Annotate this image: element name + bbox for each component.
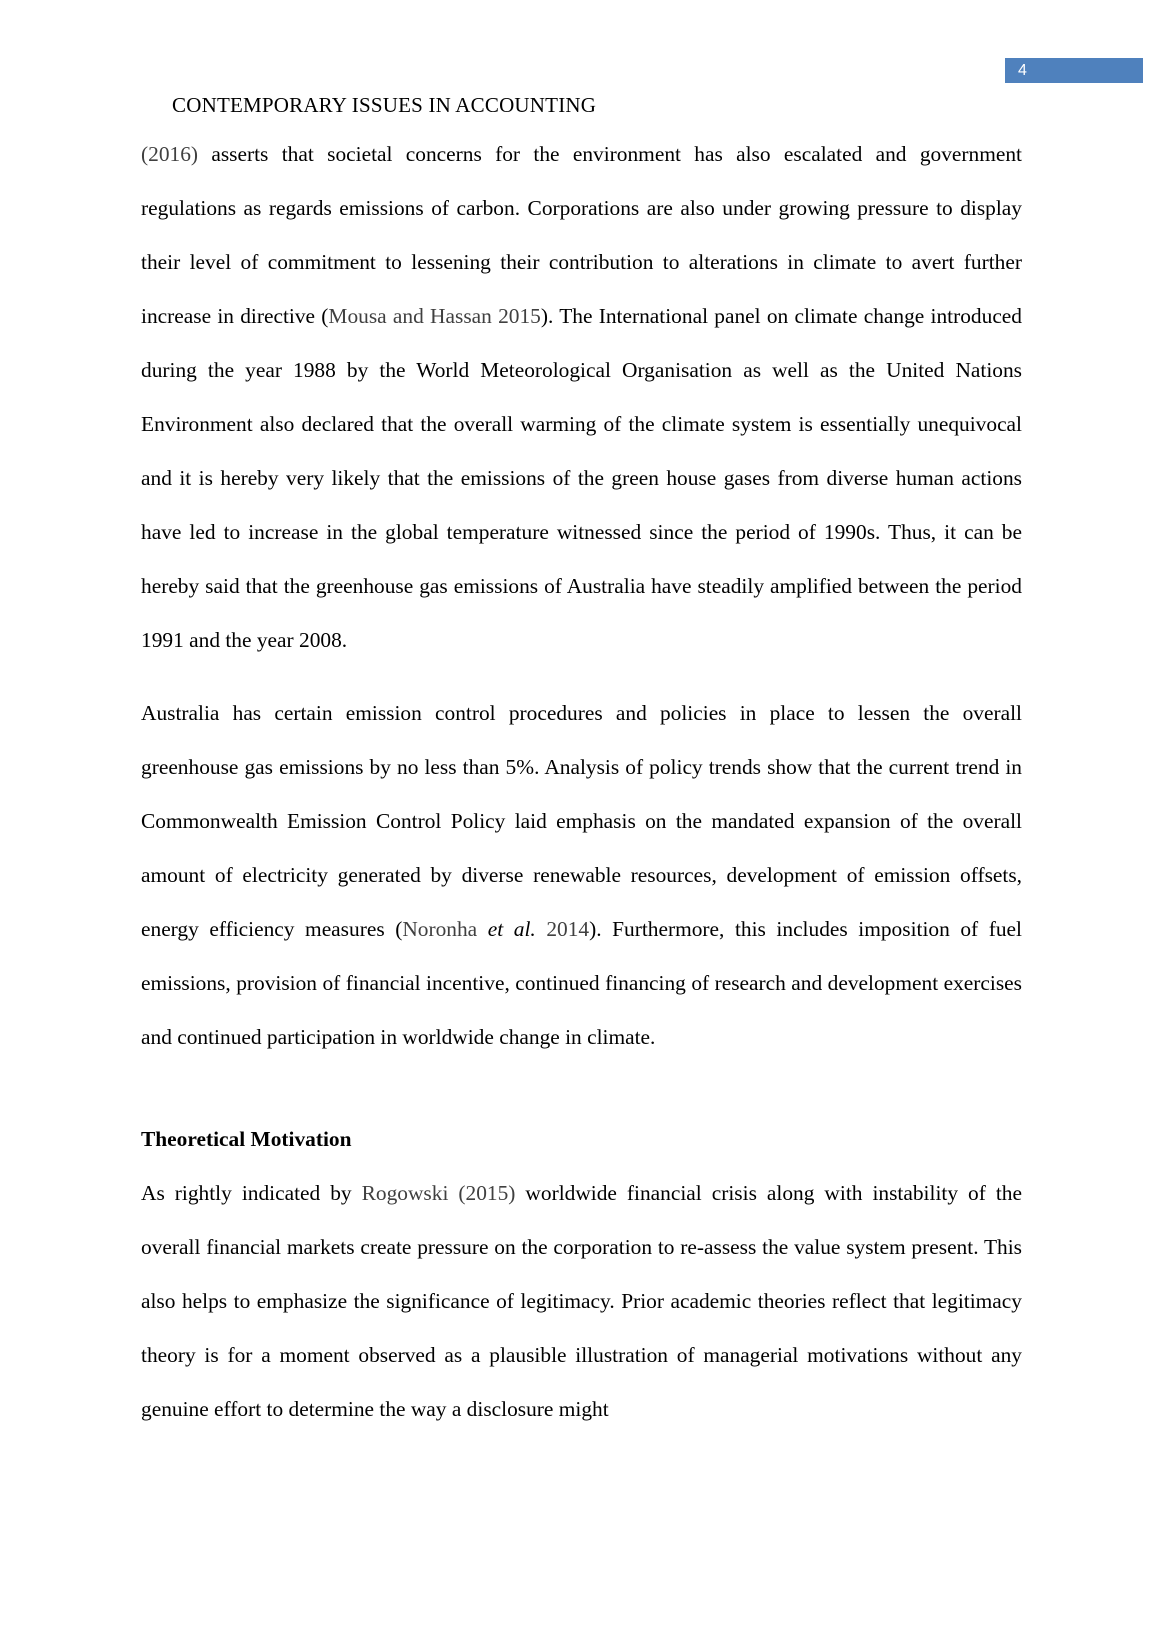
citation-mousa-hassan: Mousa and Hassan 2015 [328,304,541,328]
paragraph-text: Australia has certain emission control procedures and policies in place to lessen the overall greenhouse gas emissions by no less than 5%. Analysis of policy trends show that the current trend in Commonwealth Emission Control Policy laid emphasis on the mandated expansion of the overall amount of electricity generated by diverse renewable resources, development of emission offsets, energy efficiency measures ( [141,701,1022,941]
paragraph-text: asserts that societal concerns for the environment has also escalated and government regulations as regards emissions of carbon. Corporations are also under growing pressure to display their level of commitment to lessening their contribution to alterations in climate to avert further increase in directive ( [141,142,1022,328]
citation-year: (2016) [141,142,199,166]
running-head: CONTEMPORARY ISSUES IN ACCOUNTING [172,93,597,117]
document-body [141,127,1022,1436]
citation-et-al: et al. [487,917,536,941]
citation-noronha-year: 2014 [535,917,590,941]
page-number-badge [1005,58,1143,83]
paragraph-emissions-concerns [141,127,1022,667]
paragraph-text: ). The International panel on climate change introduced during the year 1988 by the World Meteorological Organisation as well as the United Nations Environment also declared that the overall warming of the climate system is essentially unequivocal and it is hereby very likely that the emissions of the green house gases from diverse human actions have led to increase in the global temperature witnessed since the period of 1990s. Thus, it can be hereby said that the greenhouse gas emissions of Australia have steadily amplified between the period 1991 and the year 2008. [141,304,1022,652]
page-number: 4 [1018,62,1027,79]
paragraph-text: ). Furthermore, this includes imposition of fuel emissions, provision of financial incentive, continued financing of research and development exercises and continued participation in worldwide change in climate. [141,917,1022,1049]
section-heading: Theoretical Motivation [141,1127,352,1151]
citation-noronha-author: Noronha [402,917,488,941]
paragraph-theoretical-motivation [141,1166,1022,1436]
paragraph-text: worldwide financial crisis along with instability of the overall financial markets create pressure on the corporation to re-assess the value system present. This also helps to emphasize the significance of legitimacy. Prior academic theories reflect that legitimacy theory is for a moment observed as a plausible illustration of managerial motivations without any genuine effort to determine the way a disclosure might [141,1181,1022,1421]
paragraph-text: As rightly indicated by [141,1181,362,1205]
paragraph-emission-policies [141,686,1022,1064]
citation-rogowski: Rogowski (2015) [361,1181,516,1205]
